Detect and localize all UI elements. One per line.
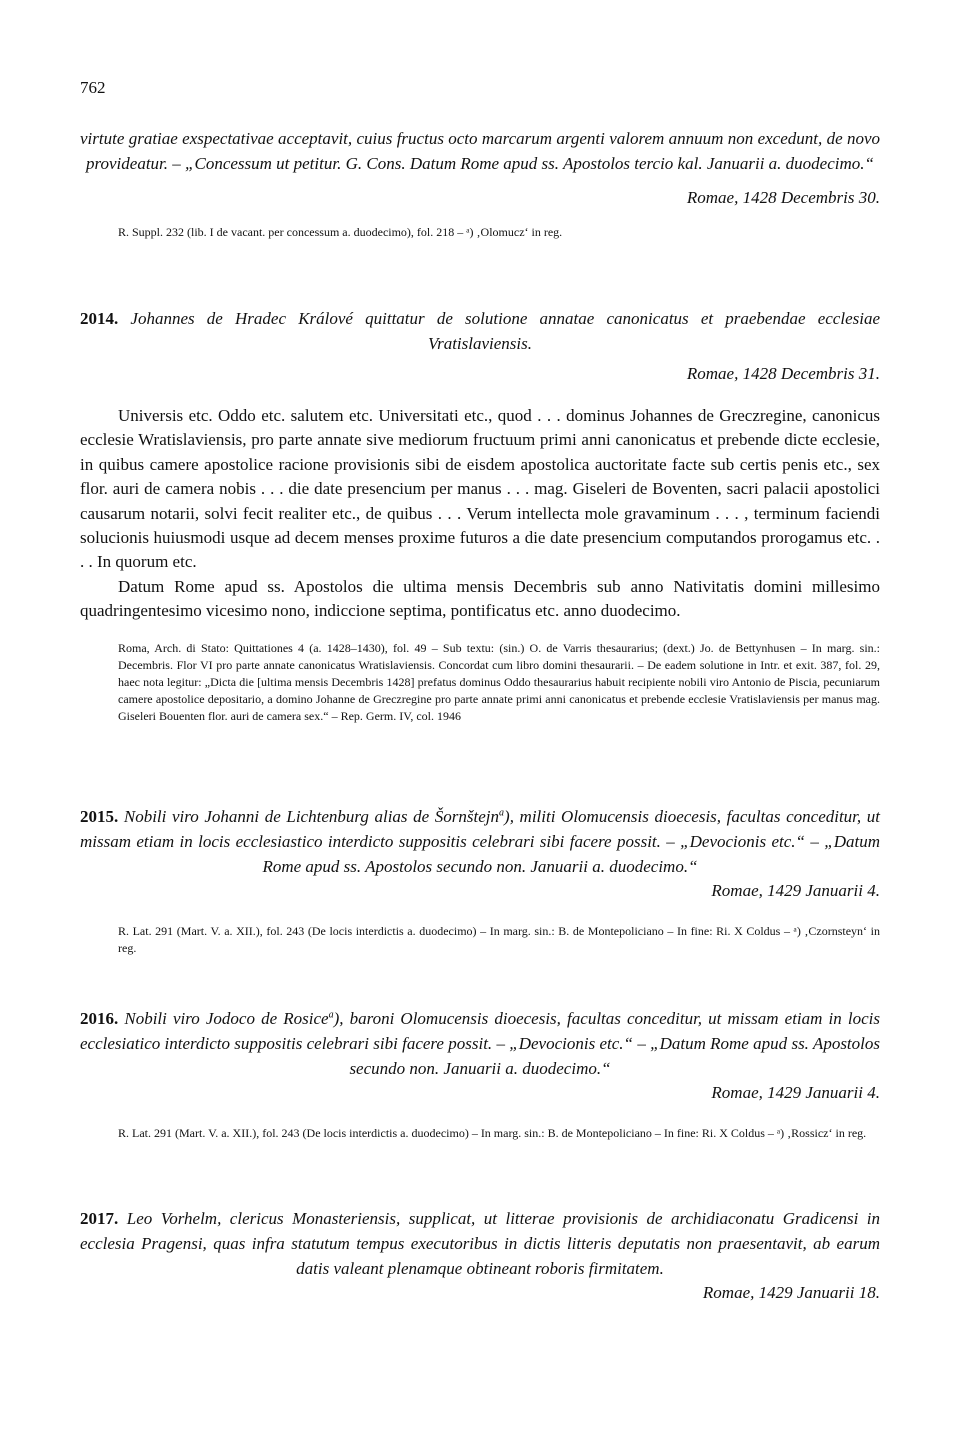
entry-heading bbox=[80, 1206, 880, 1281]
entry-number: 2014. bbox=[80, 309, 119, 328]
entry-summary: Leo Vorhelm, clericus Monasteriensis, supplicat, ut litterae provisionis de archidiaconatu Gradicensi in ecclesia Pragensi, quas infra statutum tempus executoribus in dictis litteris deputatis non praesentavit, ab earum datis valeant plenamque obtineant roboris firmitatem. bbox=[80, 1209, 880, 1278]
entry-heading bbox=[80, 306, 880, 356]
page-number: 762 bbox=[80, 78, 106, 97]
entry-date: Romae, 1429 Januarii 4. bbox=[711, 1083, 880, 1102]
entry-2016 bbox=[80, 1006, 880, 1142]
footnote-marker: a bbox=[499, 807, 505, 819]
entry-body bbox=[80, 404, 880, 624]
continuation-text: virtute gratiae exspectativae acceptavit, cuius fructus octo marcarum argenti valorem annuum non excedunt, de novo provideatur. – „Concessum ut petitur. G. Cons. Datum Rome apud ss. Apostolos tercio kal. Januarii a. duodecimo.“ bbox=[80, 129, 880, 173]
entry-number: 2017. bbox=[80, 1209, 119, 1228]
body-paragraph: Datum Rome apud ss. Apostolos die ultima mensis Decembris sub anno Nativitatis domini millesimo quadringentesimo vicesimo nono, indiccione septima, pontificatus etc. anno duodecimo. bbox=[80, 576, 880, 621]
entry-number: 2015. bbox=[80, 807, 119, 826]
entry-date: Romae, 1428 Decembris 30. bbox=[686, 188, 880, 207]
entry-date: Romae, 1428 Decembris 31. bbox=[686, 364, 880, 383]
entry-summary: Nobili viro Johanni de Lichtenburg alias de Šornštejn bbox=[118, 807, 500, 826]
source-note: R. Lat. 291 (Mart. V. a. XII.), fol. 243 (De locis interdictis a. duodecimo) – In marg. sin.: B. de Montepoliciano – In fine: Ri. X Coldus – ᵃ) ‚Czornsteyn‘ in reg. bbox=[118, 924, 880, 955]
source-note: R. Lat. 291 (Mart. V. a. XII.), fol. 243 (De locis interdictis a. duodecimo) – In marg. sin.: B. de Montepoliciano – In fine: Ri. X Coldus – ᵃ) ‚Rossicz‘ in reg. bbox=[118, 1126, 867, 1140]
source-note: Roma, Arch. di Stato: Quittationes 4 (a. 1428–1430), fol. 49 – Sub textu: (sin.) O. de Varris thesaurarius; (dext.) Jo. de Bettynhusen – In marg. sin.: Decembris. Flor VI pro parte annate canonicatus Wratislaviensis. Concordat cum libro domini thesaurarii. – De eadem solutione in Intr. et exit. 387, fol. 29, haec nota legitur: „Dicta die [ultima mensis Decembris 1428] prefatus dominus Oddo thesaurarius habuit recipiente nobili viro Antonio de Piscia, pecuniarum camere apostolice depositario, a domino Johanne de Greczregine pro parte annate primi anni canonicatus et prebende ecclesie Vratislaviensis per manus mag. Giseleri Bouenten flor. auri de camera sex.“ – Rep. Germ. IV, col. 1946 bbox=[118, 640, 880, 723]
entry-summary-cont: ), baroni Olomucensis dioecesis, facultas conceditur, ut missam etiam in locis ecclesiatico interdicto suppositis celebrari sibi facere possit. – „Devocionis etc.“ – „Datum Rome apud ss. Apostolos secundo non. Januarii a. duodecimo.“ bbox=[80, 1009, 880, 1078]
entry-number: 2016. bbox=[80, 1009, 119, 1028]
entry-summary-cont: ), militi Olomucensis dioecesis, facultas conceditur, ut missam etiam in locis ecclesiastico interdicto suppositis celebrari sibi facere possit. – „Devocionis etc.“ – „Datum Rome apud ss. Apostolos secundo non. Januarii a. duodecimo.“ bbox=[80, 807, 881, 876]
continuation-entry bbox=[80, 126, 880, 241]
entry-heading bbox=[80, 804, 880, 879]
entry-2014 bbox=[80, 306, 880, 725]
entry-date: Romae, 1429 Januarii 4. bbox=[711, 881, 880, 900]
source-note: R. Suppl. 232 (lib. I de vacant. per concessum a. duodecimo), fol. 218 – ᵃ) ‚Olomucz‘ in reg. bbox=[118, 225, 563, 239]
footnote-marker: a bbox=[328, 1009, 334, 1021]
entry-heading bbox=[80, 1006, 880, 1081]
body-paragraph: Universis etc. Oddo etc. salutem etc. Universitati etc., quod . . . dominus Johannes de Greczregine, canonicus ecclesie Wratislaviensis, pro parte annate sive mediorum fructuum primi anni canonicatus et prebende dicte ecclesie, in quibus camere apostolice racione provisionis sibi de eisdem apostolica auctoritate facte sub certis penis etc., sex flor. auri de camera nobis . . . die date presencium per manus . . . mag. Giseleri de Boventen, sacri palacii apostolici causarum notarii, solvi fecit realiter etc., de quibus . . . Verum intellecta mole gravaminum . . . , terminum faciendi solucionis huiusmodi usque ad decem menses proxime futuros a die date presencium computandos prorogamus etc. . . . In quorum etc. bbox=[80, 406, 880, 572]
entry-2015 bbox=[80, 804, 880, 957]
entry-summary: Nobili viro Jodoco de Rosice bbox=[118, 1009, 329, 1028]
entry-date: Romae, 1429 Januarii 18. bbox=[702, 1283, 880, 1302]
entry-summary: Johannes de Hradec Králové quittatur de solutione annatae canonicatus et praebendae ecclesiae Vratislaviensis. bbox=[118, 309, 880, 353]
entry-2017 bbox=[80, 1206, 880, 1305]
